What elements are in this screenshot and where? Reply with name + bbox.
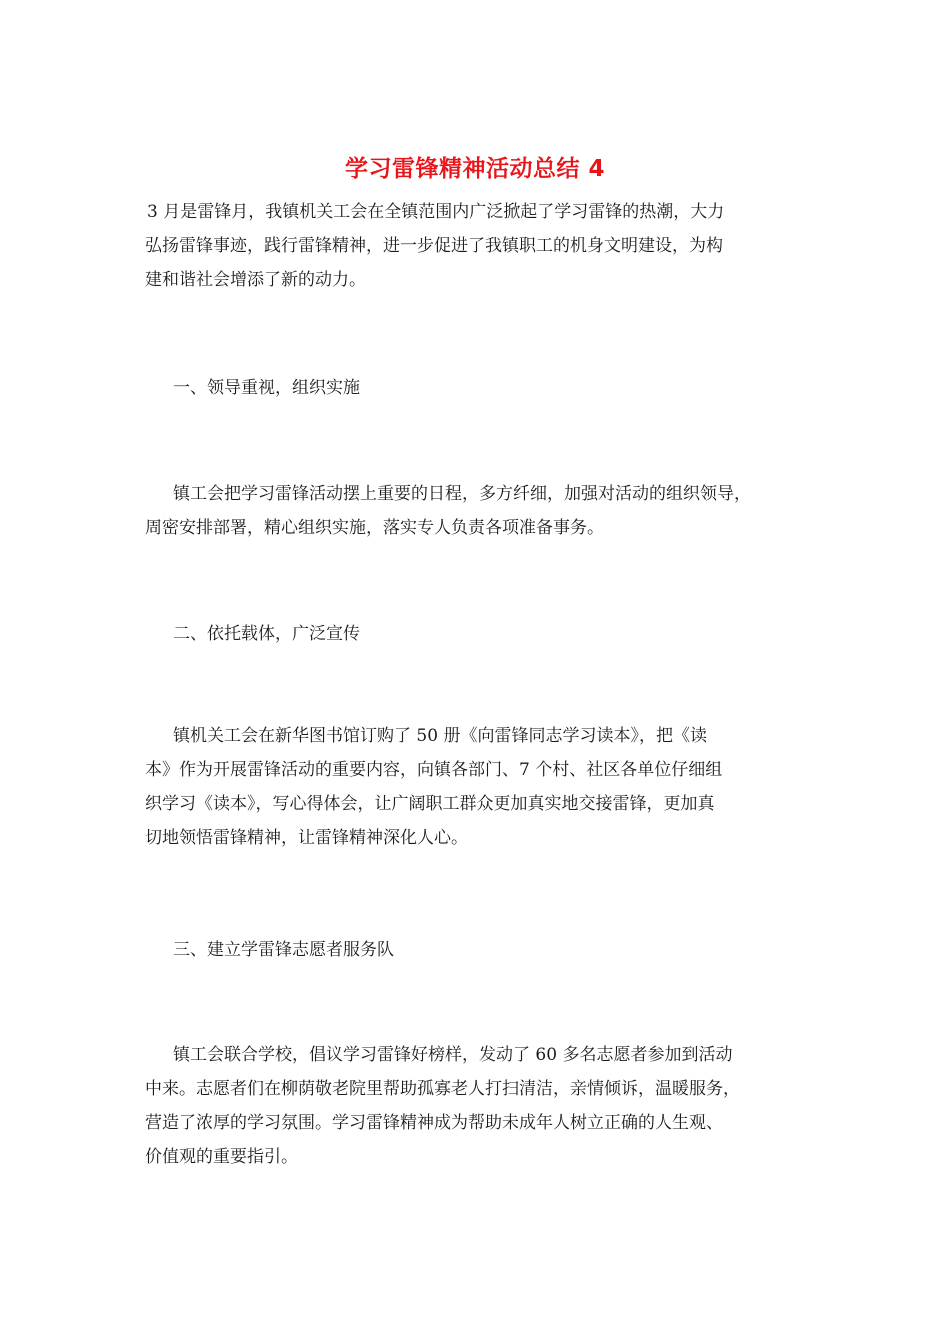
section-heading-1: 一、领导重视，组织实施 <box>173 378 360 398</box>
paragraph-line: 中来。志愿者们在柳荫敬老院里帮助孤寡老人打扫清洁，亲情倾诉，温暖服务， <box>145 1079 740 1099</box>
section-paragraph-2 <box>145 719 815 855</box>
section-heading-3: 三、建立学雷锋志愿者服务队 <box>173 940 394 960</box>
paragraph-line: 镇机关工会在新华图书馆订购了 50 册《向雷锋同志学习读本》，把《读 <box>173 726 707 746</box>
paragraph-line: 营造了浓厚的学习氛围。学习雷锋精神成为帮助未成年人树立正确的人生观、 <box>145 1113 723 1133</box>
paragraph-line: 镇工会联合学校，倡议学习雷锋好榜样，发动了 60 多名志愿者参加到活动 <box>173 1045 733 1065</box>
paragraph-line: 本》作为开展雷锋活动的重要内容，向镇各部门、7 个村、社区各单位仔细组 <box>145 760 723 780</box>
section-paragraph-1 <box>145 477 815 545</box>
paragraph-line: 建和谐社会增添了新的动力。 <box>145 270 366 290</box>
section-paragraph-3 <box>145 1038 815 1174</box>
paragraph-line: 织学习《读本》，写心得体会，让广阔职工群众更加真实地交接雷锋，更加真 <box>145 794 715 814</box>
document-title: 学习雷锋精神活动总结 4 <box>344 156 605 182</box>
paragraph-line: 镇工会把学习雷锋活动摆上重要的日程，多方纤细，加强对活动的组织领导， <box>173 484 751 504</box>
paragraph-line: 周密安排部署，精心组织实施，落实专人负责各项准备事务。 <box>145 518 604 538</box>
intro-paragraph <box>145 195 815 297</box>
paragraph-line: 切地领悟雷锋精神，让雷锋精神深化人心。 <box>145 828 468 848</box>
paragraph-line: 价值观的重要指引。 <box>145 1147 298 1167</box>
paragraph-line: 弘扬雷锋事迹，践行雷锋精神，进一步促进了我镇职工的机身文明建设，为构 <box>145 236 723 256</box>
section-heading-2: 二、依托载体，广泛宣传 <box>173 624 360 644</box>
paragraph-line: 3 月是雷锋月，我镇机关工会在全镇范围内广泛掀起了学习雷锋的热潮，大力 <box>147 202 725 222</box>
